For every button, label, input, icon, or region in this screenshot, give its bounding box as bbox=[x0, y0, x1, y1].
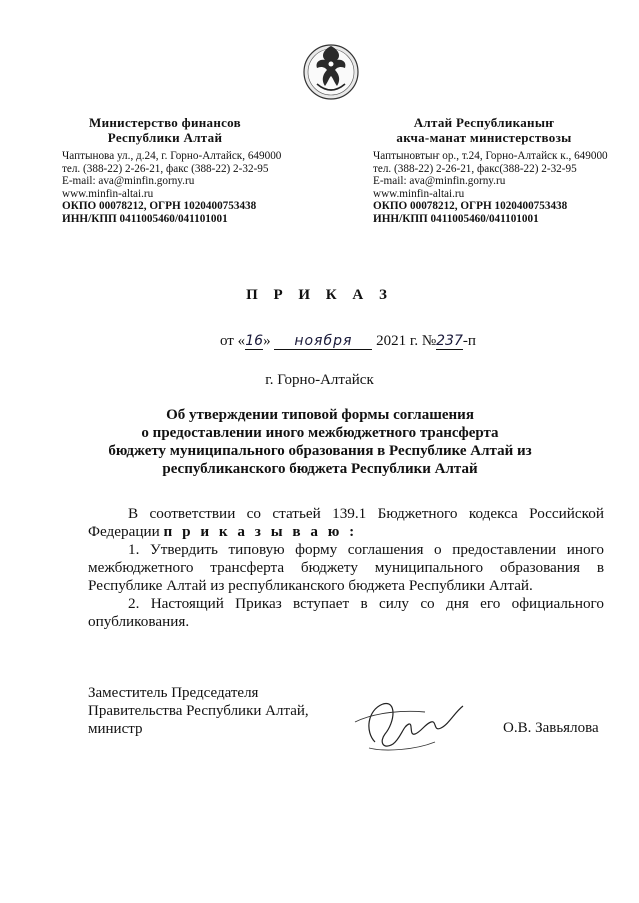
website-line: www.minfin-altai.ru bbox=[373, 187, 465, 200]
order-number-handwritten: 237 bbox=[436, 333, 463, 349]
order-item-2: 2. Настоящий Приказ вступает в силу со дня его официального опубликования. bbox=[88, 595, 604, 630]
okpo-line: ОКПО 00078212, ОГРН 1020400753438 bbox=[62, 200, 257, 213]
order-body bbox=[88, 505, 604, 631]
document-type-title: П Р И К А З bbox=[246, 287, 393, 303]
coat-of-arms-icon bbox=[303, 40, 359, 104]
order-subject bbox=[90, 406, 550, 478]
header-right-details bbox=[373, 150, 608, 226]
position-line: министр bbox=[88, 721, 143, 737]
date-year-number-label: 2021 г. № bbox=[376, 333, 437, 349]
phone-line: тел. (388-22) 2-26-21, факс(388-22) 2-32-95 bbox=[373, 162, 577, 175]
order-number-suffix: -п bbox=[462, 333, 476, 349]
position-line: Заместитель Председателя bbox=[88, 685, 259, 701]
date-quote-close: » bbox=[263, 333, 271, 349]
phone-line: тел. (388-22) 2-26-21, факс (388-22) 2-32-95 bbox=[62, 162, 269, 175]
subject-line: Об утверждении типовой формы соглашения bbox=[166, 407, 474, 423]
order-word: п р и к а з ы в а ю : bbox=[163, 523, 358, 540]
coat-of-arms-emblem bbox=[303, 40, 359, 104]
ministry-title-ru-line1: Министерство финансов bbox=[89, 115, 241, 130]
header-left bbox=[62, 115, 268, 145]
okpo-line: ОКПО 00078212, ОГРН 1020400753438 bbox=[373, 200, 568, 213]
position-line: Правительства Республики Алтай, bbox=[88, 703, 309, 719]
date-month-handwritten: ноября bbox=[274, 333, 372, 350]
email-line: E-mail: ava@minfin.gorny.ru bbox=[62, 175, 195, 188]
subject-line: о предоставлении иного межбюджетного трансферта bbox=[141, 425, 499, 441]
preamble-text: В соответствии со статьей 139.1 Бюджетного кодекса Российской Федерации bbox=[88, 505, 604, 540]
inn-line: ИНН/КПП 0411005460/041101001 bbox=[62, 212, 228, 225]
signatory-position bbox=[88, 684, 309, 738]
city-line: г. Горно-Алтайск bbox=[265, 372, 374, 388]
date-prefix: от « bbox=[220, 333, 246, 349]
signatory-name: О.В. Завьялова bbox=[503, 720, 599, 736]
email-line: E-mail: ava@minfin.gorny.ru bbox=[373, 175, 506, 188]
ministry-title-alt-line2: акча-манат министерствозы bbox=[396, 130, 572, 145]
header-right bbox=[376, 115, 592, 145]
handwritten-signature bbox=[345, 692, 475, 762]
inn-line: ИНН/КПП 0411005460/041101001 bbox=[373, 212, 539, 225]
address-line: Чаптынова ул., д.24, г. Горно-Алтайск, 649000 bbox=[62, 150, 282, 162]
header-left-details bbox=[62, 150, 281, 226]
address-line: Чаптыновтыҥ ор., т.24, Горно-Алтайск к., 649000 bbox=[373, 150, 608, 162]
subject-line: республиканского бюджета Республики Алтай bbox=[162, 461, 478, 477]
order-item-1: 1. Утвердить типовую форму соглашения о предоставлении иного межбюджетного трансферта бюджету муниципального образования в Республике Алтай из республиканского бюджета Республики Алтай. bbox=[88, 541, 604, 594]
ministry-title-ru-line2: Республики Алтай bbox=[107, 130, 223, 145]
preamble-paragraph bbox=[88, 505, 604, 541]
website-line: www.minfin-altai.ru bbox=[62, 187, 154, 200]
date-number-line bbox=[220, 333, 476, 350]
subject-line: бюджету муниципального образования в Республике Алтай из bbox=[108, 443, 532, 459]
date-day-handwritten: 16 bbox=[245, 333, 264, 349]
ministry-title-alt-line1: Алтай Республиканыҥ bbox=[413, 115, 555, 130]
